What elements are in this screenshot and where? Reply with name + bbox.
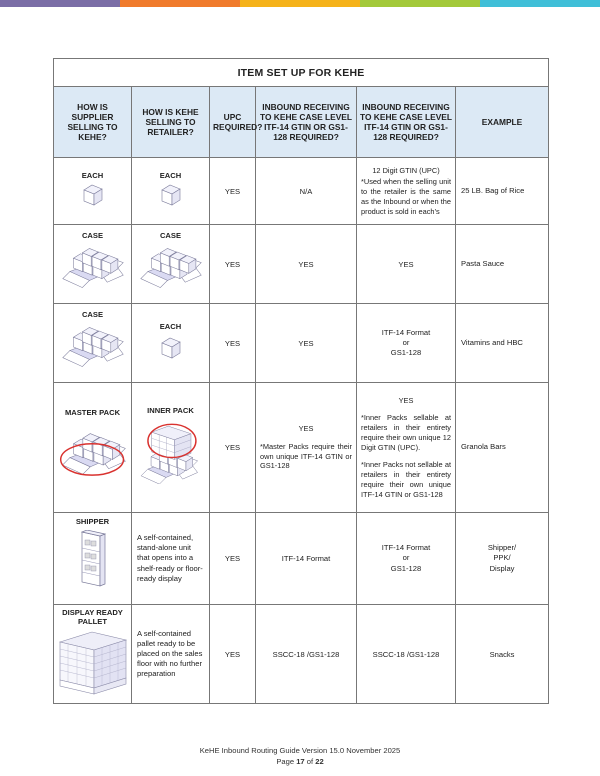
single-box-icon [158,337,184,359]
cell-inbound-2 [357,304,456,383]
cell-supplier [54,383,132,513]
supplier-label: EACH [81,170,104,180]
header-supplier-selling: HOW IS SUPPLIER SELLING TO KEHE? [54,87,132,158]
table-row-case-case [54,225,549,304]
cell-inbound-2: SSCC-18 /GS1-128 [357,605,456,704]
table-row-each [54,158,549,225]
supplier-label: SHIPPER [75,517,110,526]
header-inbound-case-gtin: INBOUND RECEIVING TO KEHE CASE LEVEL ITF-14 GTIN OR GS1-128 REQUIRED? [256,87,357,158]
format-itf14: ITF-14 Format [381,543,431,553]
cell-supplier [54,513,132,605]
footer-title: KeHE Inbound Routing Guide Version 15.0 November 2025 [199,746,401,755]
cell-example [456,513,549,605]
cell-kehe [132,383,210,513]
cell-inbound-2 [357,383,456,513]
single-box-icon [158,184,184,206]
cell-supplier [54,158,132,225]
cell-kehe: A self-contained, stand-alone unit that opens into a shelf-ready or floor-ready display [132,513,210,605]
header-inbound-case-gtin-2: INBOUND RECEIVING TO KEHE CASE LEVEL ITF-14 GTIN OR GS1-128 REQUIRED? [357,87,456,158]
format-or: or [402,553,410,563]
open-case-icon [61,323,125,371]
inner-pack-note-sellable: *Inner Packs sellable at retailers in their entirety require their own unique 12 Digit GTIN (UPC). [361,413,451,452]
cell-supplier [54,225,132,304]
cell-inbound-case: YES [256,304,357,383]
cell-supplier [54,304,132,383]
of-word: of [306,757,314,766]
supplier-label: DISPLAY READY PALLET [62,608,123,627]
example-shipper: Shipper/ [487,543,517,553]
cell-example: Granola Bars [456,383,549,513]
pallet-icon [58,628,128,698]
cell-kehe [132,304,210,383]
header-example: EXAMPLE [456,87,549,158]
format-gs1: GS1-128 [390,348,422,358]
cell-inbound-case: ITF-14 Format [256,513,357,605]
master-pack-note: *Master Packs require their own unique ITF-14 GTIN or GS1-128 [260,441,352,471]
supplier-label: CASE [81,230,104,240]
cell-inbound-2 [357,513,456,605]
cell-inbound-case: SSCC-18 /GS1-128 [256,605,357,704]
example-display: Display [489,563,515,573]
example-ppk: PPK/ [493,553,511,563]
page-total: 22 [315,757,324,766]
format-gs1: GS1-128 [390,563,422,573]
table-title: ITEM SET UP FOR KEHE [54,59,549,87]
cell-kehe: A self-contained pallet ready to be placed on the sales floor with no further preparation [132,605,210,704]
cell-example: Pasta Sauce [456,225,549,304]
page-word: Page [276,757,295,766]
cell-example: Vitamins and HBC [456,304,549,383]
brand-color-bar [0,0,600,7]
bar-segment-orange [120,0,240,7]
open-case-icon [61,244,125,292]
cell-upc: YES [210,304,256,383]
cell-upc: YES [210,225,256,304]
cell-upc: YES [210,383,256,513]
supplier-label: MASTER PACK [64,408,121,418]
cell-upc: YES [210,513,256,605]
bar-segment-yellow [240,0,360,7]
cell-supplier [54,605,132,704]
cell-inbound-case: YES [256,225,357,304]
cell-upc: YES [210,605,256,704]
cell-kehe [132,225,210,304]
table-row-master-inner [54,383,549,513]
kehe-label: EACH [159,321,182,331]
item-setup-table [53,58,549,704]
cell-inbound-2: YES [357,225,456,304]
cell-inbound-case: N/A [256,158,357,225]
bar-segment-green [360,0,480,7]
page-current: 17 [296,757,305,766]
shipper-display-icon [78,530,108,588]
kehe-label: INNER PACK [147,406,194,416]
gtin-title: 12 Digit GTIN (UPC) [372,165,440,175]
open-case-icon [139,244,203,292]
inner-pack-icon [135,420,207,484]
table-row-display-pallet [54,605,549,704]
inner-pack-note-not-sellable: *Inner Packs not sellable at retailers in their entirety require their own unique ITF-14 GTIN or GS1-128 [361,460,451,499]
single-box-icon [80,184,106,206]
master-yes: YES [298,423,314,433]
table-row-case-each [54,304,549,383]
master-pack-icon [57,424,129,482]
format-or: or [402,337,410,347]
gtin-note: *Used when the selling unit to the retailer is the same as the Inbound or when the product is sold in each’s [361,177,451,216]
header-kehe-selling: HOW IS KEHE SELLING TO RETAILER? [132,87,210,158]
inner-yes: YES [398,395,414,405]
cell-upc: YES [210,158,256,225]
cell-inbound-2 [357,158,456,225]
header-upc-required: UPC REQUIRED? [210,87,256,158]
cell-kehe [132,158,210,225]
cell-example: Snacks [456,605,549,704]
cell-inbound-case [256,383,357,513]
table-row-shipper [54,513,549,605]
cell-example: 25 LB. Bag of Rice [456,158,549,225]
format-itf14: ITF-14 Format [381,327,431,337]
footer-page-number [0,757,600,766]
kehe-label: CASE [159,230,182,240]
bar-segment-purple [0,0,120,7]
bar-segment-cyan [480,0,600,7]
supplier-label: CASE [81,309,104,319]
kehe-label: EACH [159,170,182,180]
